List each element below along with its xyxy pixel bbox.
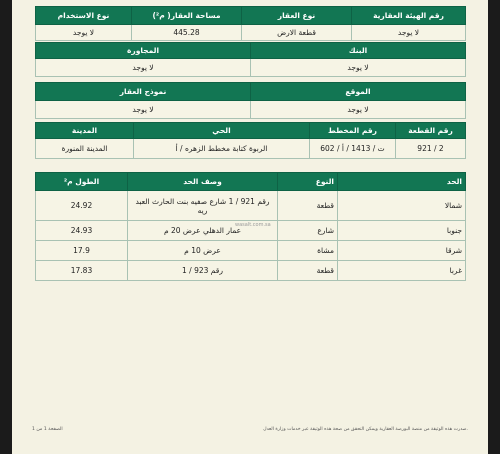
bank-header: البنك <box>251 43 466 59</box>
plan-number-value: 602 / ت / 1413 / أ <box>310 139 396 159</box>
plot-number-value: 921 / 2 <box>396 139 466 159</box>
bank-table <box>35 42 466 77</box>
city-header: المدينة <box>36 123 134 139</box>
description-value: رقم 923 / 1 <box>128 261 278 281</box>
document-page <box>12 0 488 454</box>
plot-number-header: رقم القطعة <box>396 123 466 139</box>
city-value: المدينة المنورة <box>36 139 134 159</box>
property-use-value: لا يوجد <box>36 25 132 41</box>
footer-note: صدرت هذه الوثيقة من منصة البورصة العقارية ويمكن التحقق من صحة هذه الوثيقة عبر خدمات وزارة العدل. <box>263 427 468 432</box>
property-type-header: نوع العقار <box>242 7 352 25</box>
description-header: وصف الحد <box>128 173 278 191</box>
description-value: عرض 10 م <box>128 241 278 261</box>
side-value: شمالا <box>338 191 466 221</box>
length-value: 17.83 <box>36 261 128 281</box>
description-value: عمار الدهلي عرض 20 م <box>128 221 278 241</box>
table-row <box>36 261 466 281</box>
plot-table <box>35 122 466 159</box>
table-row <box>36 191 466 221</box>
property-area-value: 445.28 <box>132 25 242 41</box>
adjacent-value: لا يوجد <box>36 59 251 77</box>
property-id-header: رقم الهيئة العقارية <box>352 7 466 25</box>
kind-value: شارع <box>278 221 338 241</box>
location-value: لا يوجد <box>251 101 466 119</box>
kind-value: قطعة <box>278 191 338 221</box>
adjacent-header: المجاورة <box>36 43 251 59</box>
location-header: الموقع <box>251 83 466 101</box>
side-header: الحد <box>338 173 466 191</box>
bank-value: لا يوجد <box>251 59 466 77</box>
length-value: 24.92 <box>36 191 128 221</box>
district-value: الربوة كتابة مخطط الزهره / أ <box>134 139 310 159</box>
property-model-value: لا يوجد <box>36 101 251 119</box>
side-value: جنوبا <box>338 221 466 241</box>
side-value: غربا <box>338 261 466 281</box>
plan-number-header: رقم المخطط <box>310 123 396 139</box>
property-area-header: مساحة العقار( م²) <box>132 7 242 25</box>
property-use-header: نوع الاستخدام <box>36 7 132 25</box>
page-number: الصفحة 1 من 1 <box>32 427 63 432</box>
side-value: شرقا <box>338 241 466 261</box>
length-value: 17.9 <box>36 241 128 261</box>
length-value: 24.93 <box>36 221 128 241</box>
table-row <box>36 241 466 261</box>
location-table <box>35 82 466 119</box>
length-header: الطول م² <box>36 173 128 191</box>
district-header: الحي <box>134 123 310 139</box>
property-model-header: نموذج العقار <box>36 83 251 101</box>
watermark: wasalt.com.sa <box>235 222 271 228</box>
kind-value: مشاة <box>278 241 338 261</box>
description-value: رقم 921 / 1 شارع صفيه بنت الحارث العبد ريه <box>128 191 278 221</box>
property-type-value: قطعة الارض <box>242 25 352 41</box>
property-id-value: لا يوجد <box>352 25 466 41</box>
kind-header: النوع <box>278 173 338 191</box>
kind-value: قطعة <box>278 261 338 281</box>
property-info-table <box>35 6 466 41</box>
